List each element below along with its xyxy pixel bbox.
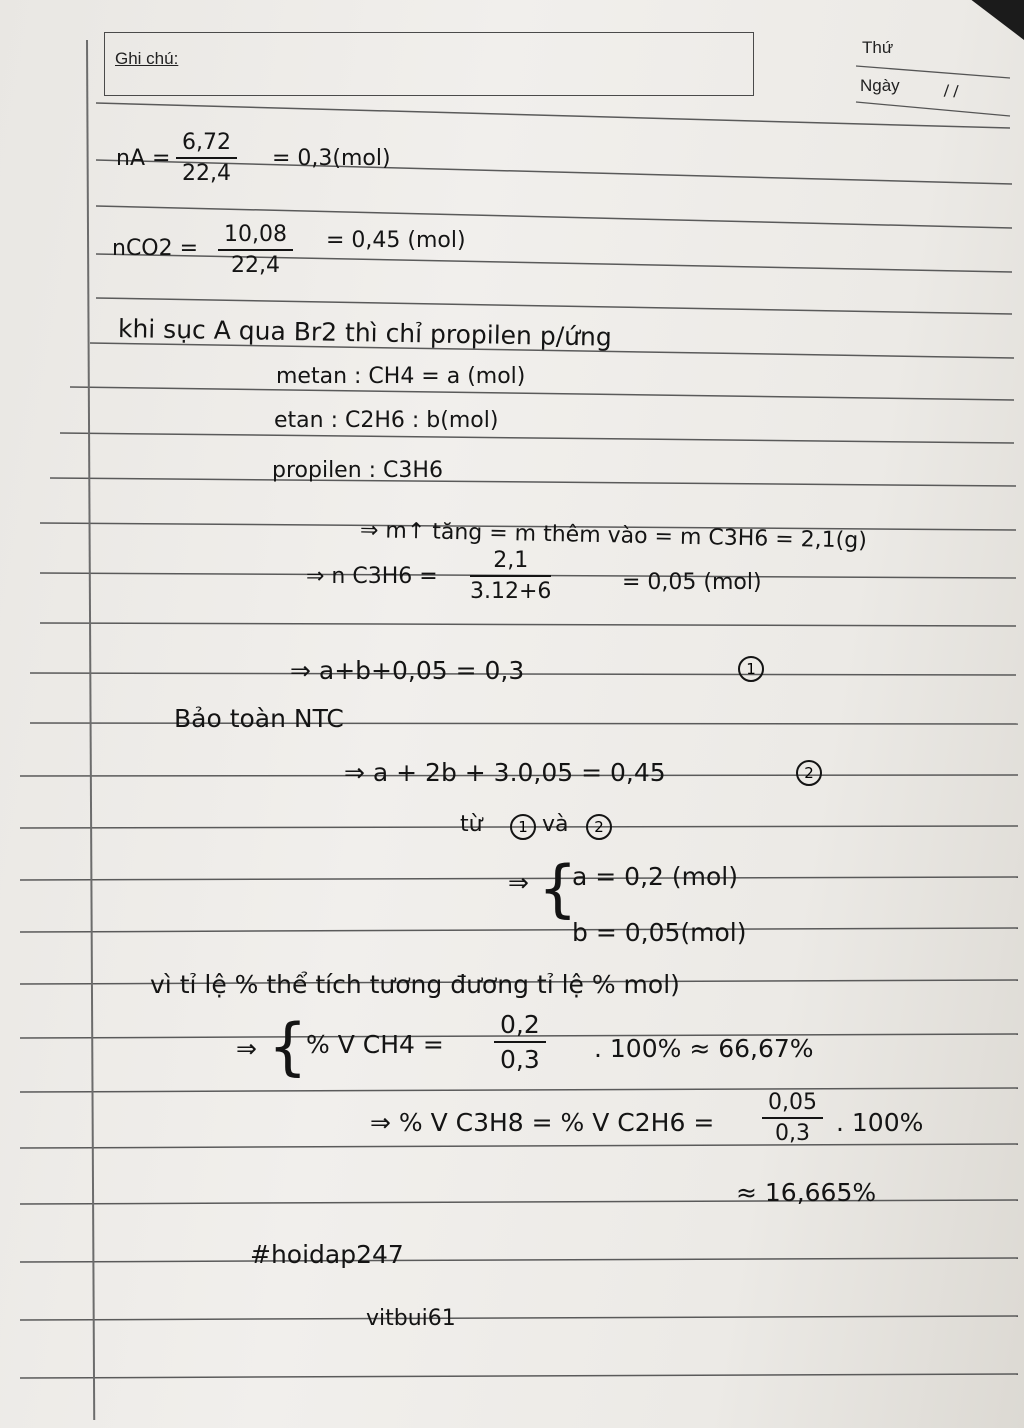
line-mol-c3h6-lhs: ⇒ n C3H6 = [306, 564, 438, 589]
line-percent-ch4-rhs: . 100% ≈ 66,67% [594, 1034, 814, 1063]
fraction-mol-a [176, 130, 237, 186]
fraction-mol-a-num: 6,72 [176, 130, 237, 159]
line-mol-co2-lhs: nCO2 = [112, 236, 199, 261]
percent-arrow: ⇒ [236, 1034, 257, 1063]
line-from-label: từ [460, 812, 483, 837]
fraction-percent-ch4-num: 0,2 [494, 1010, 546, 1043]
system-brace: { [538, 852, 578, 925]
line-mol-c3h6-rhs: = 0,05 (mol) [622, 570, 762, 595]
equation-2-marker: 2 [796, 760, 822, 786]
fraction-percent-ethane [762, 1090, 823, 1146]
fraction-mol-c3h6 [470, 548, 551, 604]
line-percent-ethane-rhs: . 100% [836, 1108, 924, 1137]
fraction-mol-co2-num: 10,08 [218, 222, 293, 251]
hashtag-signature: #hoidap247 [250, 1240, 404, 1269]
line-carbon-conservation: Bảo toàn NTC [174, 704, 344, 733]
line-ethane: etan : C2H6 : b(mol) [274, 408, 499, 433]
line-and-label: và [542, 812, 569, 837]
fraction-mol-c3h6-num: 2,1 [470, 548, 551, 577]
equation-1-marker: 1 [738, 656, 764, 682]
author-signature: vitbui61 [366, 1306, 456, 1331]
fraction-percent-ethane-num: 0,05 [762, 1090, 823, 1119]
line-mol-a-lhs: nA = [116, 146, 171, 171]
fraction-percent-ethane-den: 0,3 [774, 1121, 810, 1146]
fraction-percent-ch4 [494, 1010, 546, 1074]
line-methane: metan : CH4 = a (mol) [276, 364, 526, 389]
line-propylene: propilen : C3H6 [272, 458, 443, 483]
line-percent-ethane-lhs: ⇒ % V C3H8 = % V C2H6 = [370, 1108, 715, 1137]
line-equation-1: ⇒ a+b+0,05 = 0,3 [290, 656, 525, 685]
line-value-a: a = 0,2 (mol) [572, 862, 738, 891]
line-reaction-note: khi sục A qua Br2 thì chỉ propilen p/ứng [117, 314, 612, 352]
note-label: Ghi chú: [115, 49, 179, 68]
line-mol-co2-rhs: = 0,45 (mol) [326, 228, 466, 253]
date-slashes: / / [943, 81, 959, 102]
fraction-percent-ch4-den: 0,3 [500, 1045, 540, 1074]
system-arrow: ⇒ [508, 868, 529, 897]
line-mass-increase: ⇒ m↑ tăng = m thêm vào = m C3H6 = 2,1(g) [359, 518, 868, 554]
line-value-b: b = 0,05(mol) [572, 918, 747, 947]
line-mol-a-rhs: = 0,3(mol) [272, 146, 391, 171]
line-equation-2: ⇒ a + 2b + 3.0,05 = 0,45 [344, 758, 666, 787]
line-percent-ethane-result: ≈ 16,665% [736, 1178, 877, 1207]
note-box [104, 32, 754, 96]
fraction-mol-co2 [218, 222, 293, 278]
day-label: Thứ [862, 38, 894, 57]
from-marker-1: 1 [510, 814, 536, 840]
line-percent-ch4-lhs: % V CH4 = [306, 1030, 444, 1059]
percent-brace: { [268, 1010, 308, 1083]
fraction-mol-a-den: 22,4 [182, 161, 231, 186]
fraction-mol-c3h6-den: 3.12+6 [470, 579, 552, 604]
date-label: Ngày [860, 76, 900, 95]
from-marker-2: 2 [586, 814, 612, 840]
fraction-mol-co2-den: 22,4 [231, 253, 280, 278]
line-ratio-note: vì tỉ lệ % thể tích tương đương tỉ lệ % mol) [150, 970, 680, 999]
